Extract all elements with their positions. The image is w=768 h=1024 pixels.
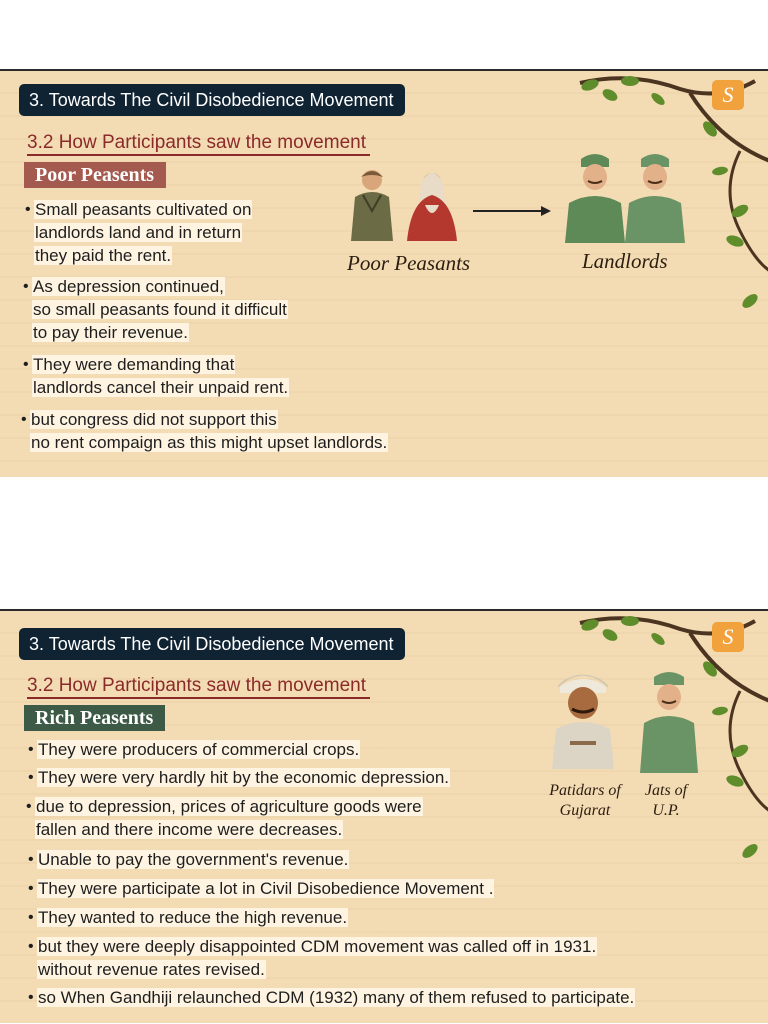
arrow-right-icon xyxy=(473,204,553,218)
slide-poor-peasants xyxy=(0,69,768,477)
slide-title: 3. Towards The Civil Disobedience Movement xyxy=(19,628,405,660)
bullet-point: • They were participate a lot in Civil Disobedience Movement . xyxy=(28,879,494,898)
bullet-line: Small peasants cultivated on xyxy=(35,200,252,219)
bullet-point: • They were demanding that landlords cancel their unpaid rent. xyxy=(23,355,289,397)
bullet-line: They were producers of commercial crops. xyxy=(38,740,360,759)
bullet-point: • They were producers of commercial crops. xyxy=(28,740,360,759)
s-logo-icon: S xyxy=(712,80,744,110)
bullet-point: • but congress did not support this no rent compaign as this might upset landlords. xyxy=(21,410,388,452)
section-subtitle: 3.2 How Participants saw the movement xyxy=(27,132,370,156)
topic-tag: Poor Peasents xyxy=(24,162,166,188)
landlords-illustration xyxy=(563,151,693,243)
bullet-line: They were demanding that xyxy=(33,355,235,374)
bullet-point: • so When Gandhiji relaunched CDM (1932) many of them refused to participate. xyxy=(28,988,635,1007)
bullet-point: • They were very hardly hit by the economic depression. xyxy=(28,768,450,787)
jats-caption xyxy=(636,781,696,821)
poor-peasants-illustration xyxy=(345,165,475,245)
bullet-line: to pay their revenue. xyxy=(33,323,188,342)
topic-tag: Rich Peasents xyxy=(24,705,165,731)
bullet-line: but congress did not support this xyxy=(31,410,277,429)
bullet-line: Unable to pay the government's revenue. xyxy=(38,850,349,869)
bullet-point: • due to depression, prices of agriculture goods were fallen and there income were decreases. xyxy=(26,797,422,839)
bullet-line: so small peasants found it difficult xyxy=(33,300,287,319)
s-logo-icon: S xyxy=(712,622,744,652)
bullet-line: They wanted to reduce the high revenue. xyxy=(38,908,348,927)
bullet-line: They were very hardly hit by the economic depression. xyxy=(38,768,450,787)
caption-line: U.P. xyxy=(652,802,680,819)
bullet-point: • Small peasants cultivated on landlords land and in return they paid the rent. xyxy=(25,200,252,265)
section-subtitle: 3.2 How Participants saw the movement xyxy=(27,675,370,699)
caption-line: Patidars of xyxy=(549,782,621,799)
bullet-line: fallen and there income were decreases. xyxy=(36,820,343,839)
bullet-point: • Unable to pay the government's revenue. xyxy=(28,850,349,869)
bullet-line: They were participate a lot in Civil Disobedience Movement . xyxy=(38,879,494,898)
jat-figure-illustration xyxy=(636,667,702,773)
poor-peasants-caption: Poor Peasants xyxy=(347,251,471,275)
bullet-point: • As depression continued, so small peasants found it difficult to pay their revenue. xyxy=(23,277,287,342)
patidar-figure-illustration xyxy=(550,663,616,769)
bullet-line: landlords land and in return xyxy=(35,223,242,242)
slide-title: 3. Towards The Civil Disobedience Movement xyxy=(19,84,405,116)
bullet-point: • They wanted to reduce the high revenue. xyxy=(28,908,348,927)
patidars-caption xyxy=(540,781,630,821)
bullet-line: without revenue rates revised. xyxy=(38,960,265,979)
bullet-point: • but they were deeply disappointed CDM movement was called off in 1931. without revenue rates revised. xyxy=(28,937,597,979)
caption-line: Jats of xyxy=(644,782,688,799)
bullet-line: landlords cancel their unpaid rent. xyxy=(33,378,289,397)
bullet-line: no rent compaign as this might upset landlords. xyxy=(31,433,388,452)
caption-line: Gujarat xyxy=(559,802,611,819)
bullet-line: they paid the rent. xyxy=(35,246,172,265)
bullet-line: so When Gandhiji relaunched CDM (1932) many of them refused to participate. xyxy=(38,988,635,1007)
bullet-line: As depression continued, xyxy=(33,277,224,296)
landlords-caption: Landlords xyxy=(582,249,668,273)
slide-rich-peasants xyxy=(0,609,768,1023)
bullet-line: but they were deeply disappointed CDM movement was called off in 1931. xyxy=(38,937,597,956)
bullet-line: due to depression, prices of agriculture goods were xyxy=(36,797,422,816)
